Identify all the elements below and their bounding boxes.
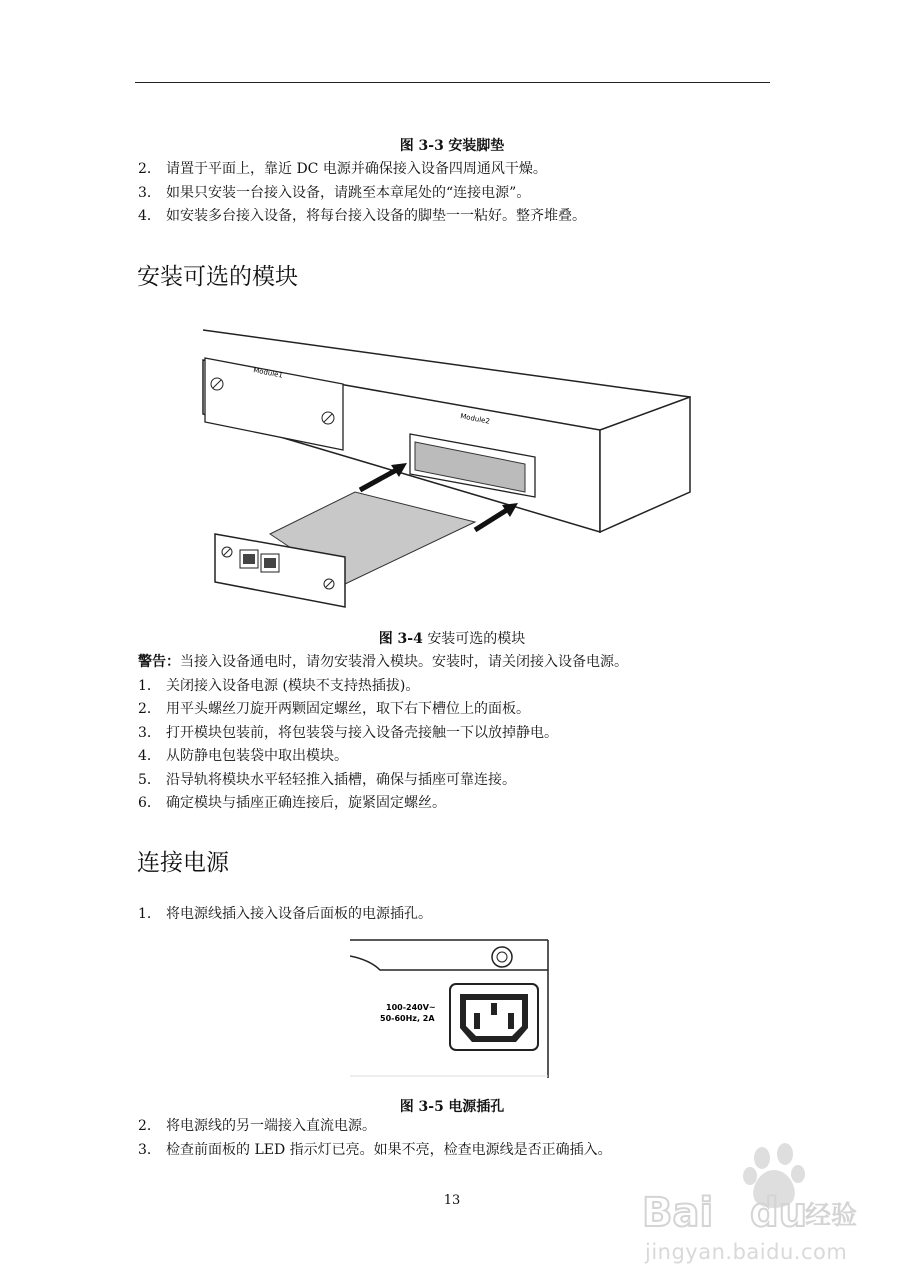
- module2-label: Module2: [459, 412, 491, 426]
- section-heading-power: 连接电源: [137, 850, 229, 876]
- figure-number: 图 3-5: [399, 1099, 444, 1115]
- list-item: 4． 从防静电包装袋中取出模块。: [138, 748, 348, 764]
- frequency-rating: 50-60Hz, 2A: [380, 1014, 435, 1023]
- voltage-rating: 100-240V~: [386, 1003, 436, 1012]
- step-power-1: 1． 将电源线插入接入设备后面板的电源插孔。: [138, 906, 432, 922]
- figure-title: 安装脚垫: [448, 138, 505, 154]
- header-rule: [135, 82, 770, 83]
- figure-caption-3-5: [0, 1096, 904, 1116]
- list-item: 6． 确定模块与插座正确连接后，旋紧固定螺丝。: [138, 795, 446, 811]
- list-item: 3． 如果只安装一台接入设备，请跳至本章尾处的“连接电源”。: [138, 184, 531, 201]
- list-item: 2． 用平头螺丝刀旋开两颗固定螺丝，取下右下槽位上的面板。: [138, 701, 530, 717]
- figure-title: 安装可选的模块: [427, 631, 526, 647]
- figure-caption-3-3: [0, 135, 904, 155]
- list-item: 3． 检查前面板的 LED 指示灯已亮。如果不亮，检查电源线是否正确插入。: [138, 1141, 612, 1158]
- figure-number: 图 3-3: [399, 138, 444, 154]
- watermark-url: jingyan.baidu.com: [645, 1240, 848, 1264]
- list-item: 4． 如安装多台接入设备，将每台接入设备的脚垫一一粘好。整齐堆叠。: [138, 208, 586, 224]
- list-item: 5． 沿导轨将模块水平轻轻推入插槽，确保与插座可靠连接。: [138, 771, 516, 788]
- step-list-power: [138, 1115, 612, 1162]
- section-heading-modules: 安装可选的模块: [137, 264, 298, 290]
- list-item: 1． 关闭接入设备电源 (模块不支持热插拔)。: [138, 677, 420, 694]
- figure-caption-3-4: [0, 628, 904, 648]
- warning-and-steps: [138, 651, 628, 816]
- figure-number: 图 3-4: [378, 631, 423, 647]
- module1-label: Module1: [252, 366, 284, 380]
- list-item: 2． 请置于平面上，靠近 DC 电源并确保接入设备四周通风干燥。: [138, 161, 547, 177]
- power-socket-illustration: [350, 938, 555, 1078]
- step-list-footpads: [138, 158, 586, 229]
- baidu-watermark-logo: [640, 1140, 860, 1240]
- svg-text:经验: 经验: [805, 1201, 858, 1231]
- page-number: 13: [443, 1193, 461, 1208]
- svg-text:du: du: [750, 1190, 808, 1236]
- warning-line: 警告：当接入设备通电时，请勿安装滑入模块。安装时，请关闭接入设备电源。: [138, 654, 628, 670]
- list-item: 3． 打开模块包装前，将包装袋与接入设备壳接触一下以放掉静电。: [138, 724, 558, 741]
- figure-title: 电源插孔: [448, 1099, 505, 1115]
- svg-text:Bai: Bai: [642, 1190, 714, 1236]
- list-item: 2． 将电源线的另一端接入直流电源。: [138, 1118, 376, 1134]
- module-install-illustration: [195, 322, 705, 617]
